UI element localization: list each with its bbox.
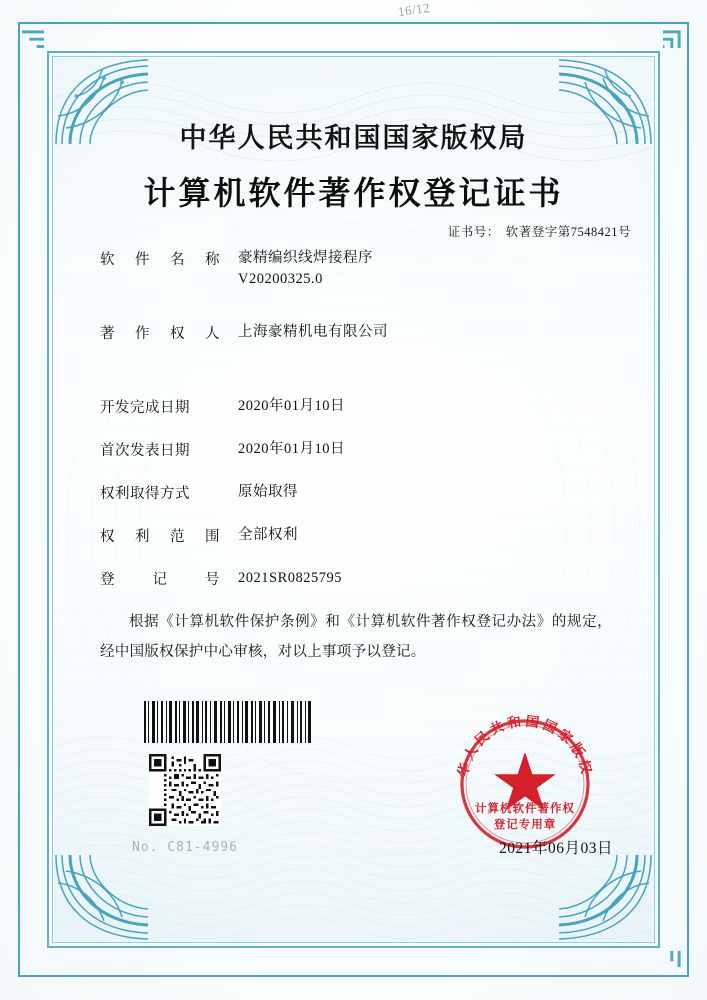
field-first-publication-date-value: 2020年01月10日 [238, 441, 345, 457]
field-software-name-label: 软件名称 [100, 252, 220, 268]
field-rights-scope-label: 权利范围 [100, 529, 220, 545]
field-acquisition-method-label: 权利取得方式 [100, 486, 190, 502]
svg-text:中华人民共和国国家版权局: 华人民共和国国家版权 [455, 713, 595, 779]
certificate-content [54, 58, 653, 941]
field-copyright-owner-label: 著作权人 [100, 326, 220, 342]
document-number: No. C81-4996 [132, 840, 238, 855]
field-software-name-value: 豪精编织线焊接程序 V20200325.0 [238, 250, 373, 288]
legal-statement: 根据《计算机软件保护条例》和《计算机软件著作权登记办法》的规定，经中国版权保护中心审核，对以上事项予以登记。 [100, 614, 612, 660]
qr-code [149, 754, 221, 826]
issuer-title: 中华人民共和国国家版权局 [179, 123, 528, 154]
field-copyright-owner-value: 上海豪精机电有限公司 [238, 324, 388, 340]
seal-line-1: 计算机软件著作权 [475, 801, 575, 815]
field-development-date-value: 2020年01月10日 [238, 398, 345, 414]
field-registration-number-label: 登记号 [100, 572, 220, 588]
field-acquisition-method-value: 原始取得 [238, 484, 298, 500]
certificate-title: 计算机软件著作权登记证书 [143, 174, 564, 212]
field-first-publication-date-label: 首次发表日期 [100, 443, 190, 459]
field-rights-scope-value: 全部权利 [238, 527, 298, 543]
seal-line-2: 登记专用章 [493, 817, 557, 831]
field-development-date-label: 开发完成日期 [100, 400, 190, 416]
issue-date: 2021年06月03日 [498, 840, 613, 857]
certificate-number [448, 222, 631, 240]
barcode [144, 701, 312, 743]
field-registration-number-value: 2021SR0825795 [238, 570, 342, 586]
handwritten-pencil-mark: 16/12 [397, 0, 431, 20]
certificate-number-label: 证书号： [447, 225, 500, 239]
certificate-number-value: 软著登字第7548421号 [505, 225, 631, 239]
